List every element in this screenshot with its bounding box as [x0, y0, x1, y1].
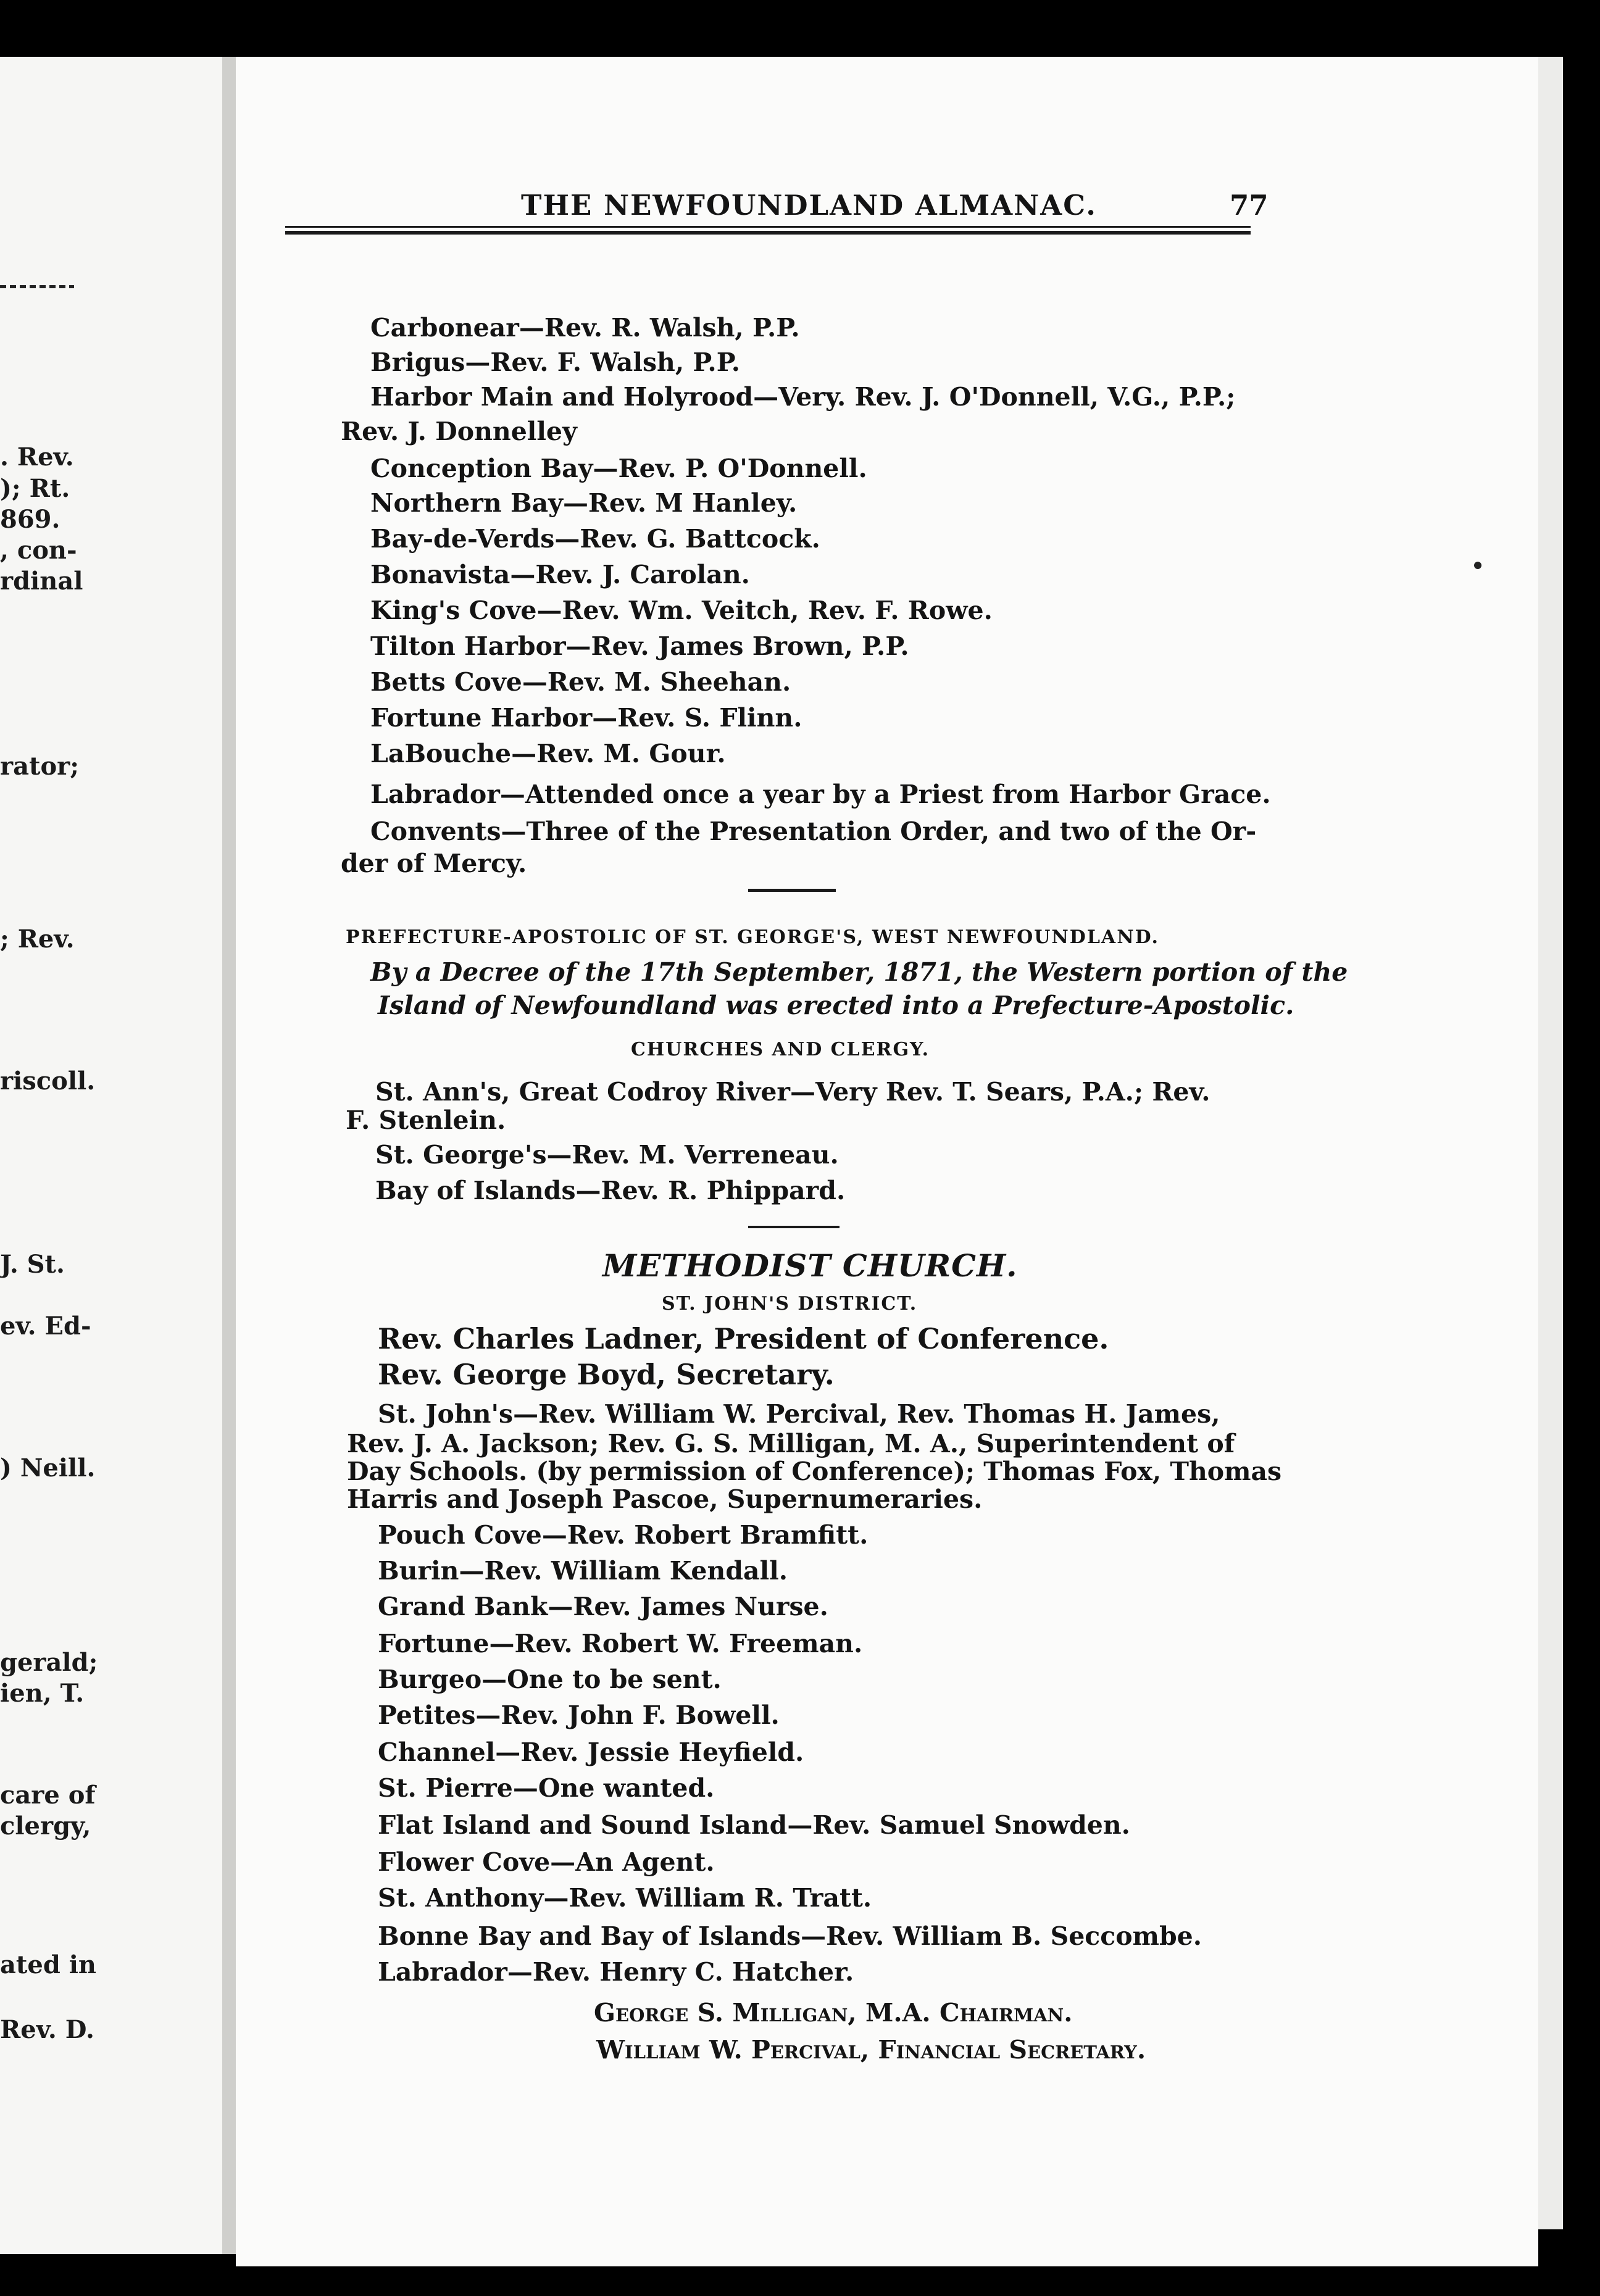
methodist-entry: Grand Bank—Rev. James Nurse. — [378, 1592, 828, 1621]
running-header — [285, 189, 1269, 232]
methodist-entry: Rev. J. A. Jackson; Rev. G. S. Milligan, M. A., Superintendent of — [347, 1429, 1235, 1458]
methodist-entry: Fortune—Rev. Robert W. Freeman. — [378, 1629, 863, 1658]
left-fragment: riscoll. — [0, 1067, 96, 1096]
methodist-entry: Rev. George Boyd, Secretary. — [378, 1358, 835, 1391]
methodist-entry: Rev. Charles Ladner, President of Conference. — [378, 1322, 1109, 1355]
section-divider — [748, 889, 836, 892]
left-fragment: clergy, — [0, 1811, 91, 1841]
clergy-entry: Bonavista—Rev. J. Carolan. — [370, 560, 750, 589]
left-page-rule — [0, 285, 74, 288]
methodist-entry: Bonne Bay and Bay of Islands—Rev. William B. Seccombe. — [378, 1921, 1202, 1951]
header-rule-thick — [285, 231, 1251, 235]
header-rule-thin — [285, 226, 1251, 228]
methodist-entry: Flower Cove—An Agent. — [378, 1847, 715, 1877]
left-fragment: rdinal — [0, 567, 83, 596]
clergy-entry: Brigus—Rev. F. Walsh, P.P. — [370, 347, 741, 377]
clergy-entry: Tilton Harbor—Rev. James Brown, P.P. — [370, 631, 909, 661]
book-gutter — [222, 57, 236, 2254]
methodist-entry: Harris and Joseph Pascoe, Supernumeraries. — [347, 1484, 983, 1514]
left-fragment: ; Rev. — [0, 925, 75, 954]
left-fragment: rator; — [0, 752, 79, 781]
signature-secretary: William W. Percival, Financial Secretary. — [596, 2035, 1146, 2065]
decree-line-1: By a Decree of the 17th September, 1871, the Western portion of the — [370, 957, 1348, 987]
clergy-entry: LaBouche—Rev. M. Gour. — [370, 739, 726, 768]
decree-line-2: Island of Newfoundland was erected into a Prefecture-Apostolic. — [378, 991, 1294, 1020]
prefecture-entry: St. George's—Rev. M. Verreneau. — [375, 1140, 839, 1170]
left-fragment: 869. — [0, 505, 60, 534]
clergy-entry: King's Cove—Rev. Wm. Veitch, Rev. F. Rowe. — [370, 596, 993, 625]
prefecture-heading: PREFECTURE-APOSTOLIC OF ST. GEORGE'S, WEST NEWFOUNDLAND. — [346, 926, 1160, 948]
left-fragment: J. St. — [0, 1250, 65, 1279]
clergy-entry: Rev. J. Donnelley — [341, 417, 577, 446]
clergy-entry: der of Mercy. — [341, 849, 527, 878]
methodist-entry: St. John's—Rev. William W. Percival, Rev. Thomas H. James, — [378, 1399, 1220, 1429]
prefecture-entry: St. Ann's, Great Codroy River—Very Rev. T. Sears, P.A.; Rev. — [375, 1077, 1210, 1107]
clergy-entry: Carbonear—Rev. R. Walsh, P.P. — [370, 313, 800, 343]
ink-speck — [1474, 562, 1481, 569]
section-divider-2 — [748, 1226, 840, 1228]
district-heading: ST. JOHN'S DISTRICT. — [662, 1293, 918, 1315]
left-fragment: ev. Ed- — [0, 1312, 91, 1341]
methodist-entry: St. Pierre—One wanted. — [378, 1773, 715, 1803]
methodist-entry: Petites—Rev. John F. Bowell. — [378, 1700, 780, 1730]
methodist-entry: Labrador—Rev. Henry C. Hatcher. — [378, 1957, 854, 1987]
prefecture-entry: F. Stenlein. — [346, 1105, 506, 1135]
page-number: 77 — [1230, 189, 1269, 222]
left-page-fragment — [0, 57, 222, 2254]
clergy-entry: Convents—Three of the Presentation Order, and two of the Or- — [370, 817, 1257, 846]
header-title: THE NEWFOUNDLAND ALMANAC. — [521, 189, 1097, 222]
left-fragment: care of — [0, 1781, 96, 1810]
left-fragment: ) Neill. — [0, 1454, 96, 1483]
left-fragment: Rev. D. — [0, 2015, 94, 2044]
clergy-entry: Northern Bay—Rev. M Hanley. — [370, 488, 798, 518]
left-fragment: ated in — [0, 1950, 97, 1979]
page-edge — [1538, 57, 1563, 2229]
left-fragment: . Rev. — [0, 443, 74, 472]
methodist-title: METHODIST CHURCH. — [602, 1247, 1018, 1284]
methodist-entry: Burgeo—One to be sent. — [378, 1665, 722, 1694]
methodist-entry: Pouch Cove—Rev. Robert Bramfitt. — [378, 1520, 869, 1550]
methodist-entry: Flat Island and Sound Island—Rev. Samuel Snowden. — [378, 1810, 1130, 1840]
methodist-entry: Burin—Rev. William Kendall. — [378, 1556, 788, 1586]
clergy-entry: Fortune Harbor—Rev. S. Flinn. — [370, 703, 802, 733]
churches-clergy-heading: CHURCHES AND CLERGY. — [631, 1039, 930, 1060]
clergy-entry: Betts Cove—Rev. M. Sheehan. — [370, 667, 791, 697]
left-fragment: ); Rt. — [0, 474, 70, 503]
left-fragment: ien, T. — [0, 1679, 85, 1708]
clergy-entry: Conception Bay—Rev. P. O'Donnell. — [370, 454, 867, 483]
methodist-entry: Channel—Rev. Jessie Heyfield. — [378, 1737, 804, 1767]
clergy-entry: Labrador—Attended once a year by a Priest from Harbor Grace. — [370, 780, 1271, 809]
signature-chairman: George S. Milligan, M.A. Chairman. — [594, 1998, 1073, 2028]
methodist-entry: St. Anthony—Rev. William R. Tratt. — [378, 1883, 872, 1913]
prefecture-entry: Bay of Islands—Rev. R. Phippard. — [375, 1176, 846, 1205]
clergy-entry: Bay-de-Verds—Rev. G. Battcock. — [370, 524, 820, 554]
left-fragment: , con- — [0, 536, 77, 565]
methodist-entry: Day Schools. (by permission of Conference); Thomas Fox, Thomas — [347, 1457, 1282, 1486]
clergy-entry: Harbor Main and Holyrood—Very. Rev. J. O'Donnell, V.G., P.P.; — [370, 382, 1236, 412]
left-fragment: gerald; — [0, 1648, 98, 1677]
